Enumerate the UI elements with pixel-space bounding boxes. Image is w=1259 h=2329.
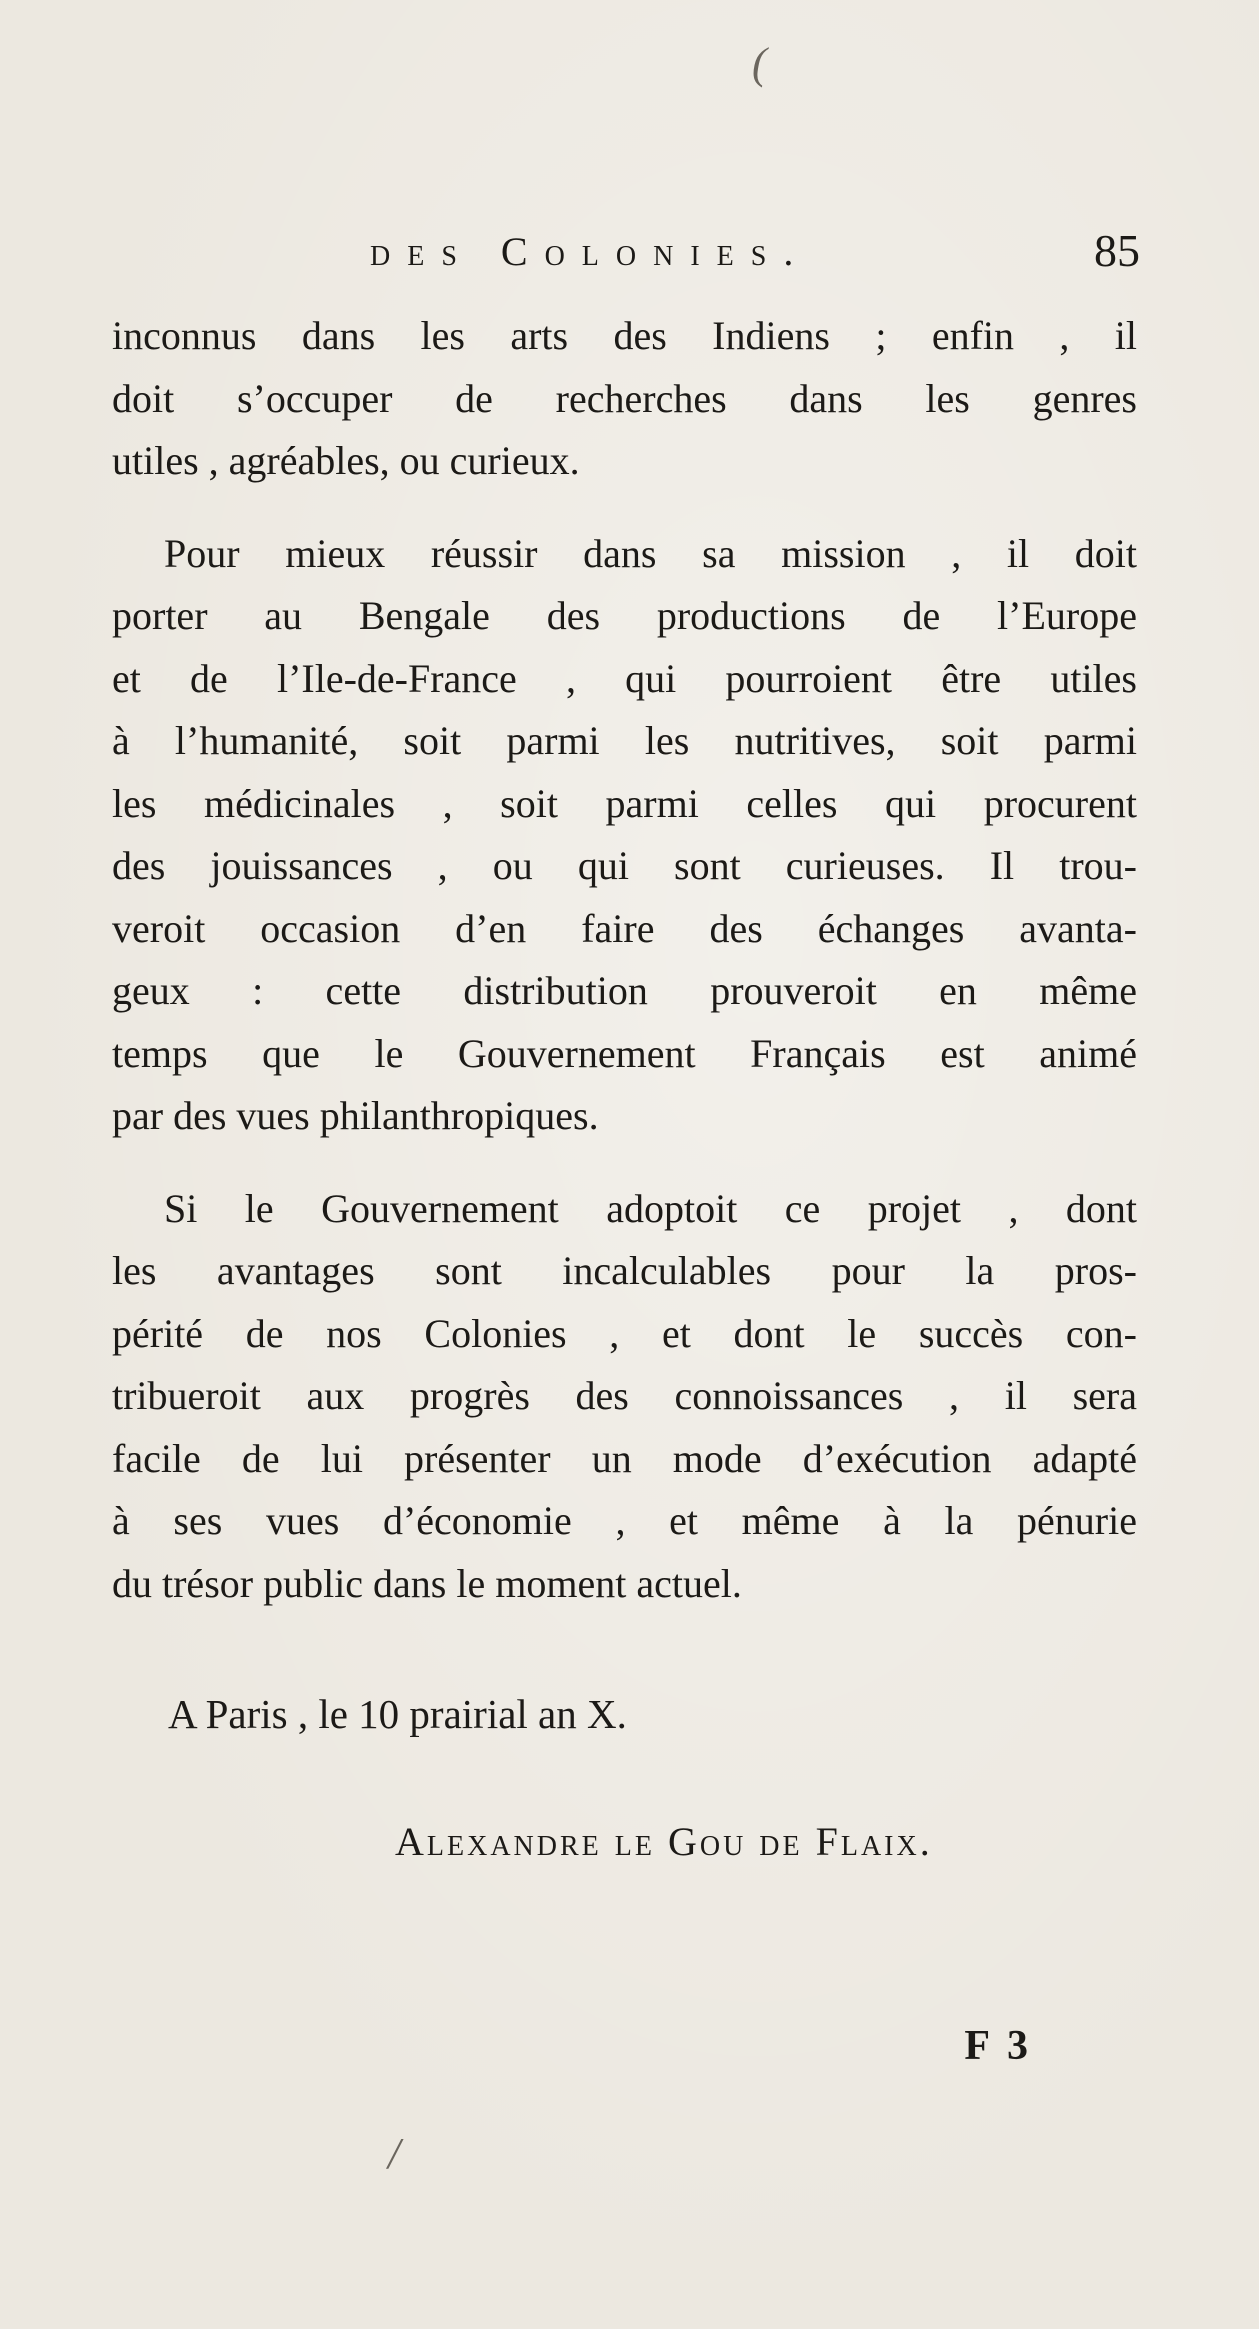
text-line: facile de lui présenter un mode d’exécution adapté [112, 1435, 1137, 1481]
date-line: A Paris , le 10 prairial an X. [168, 1691, 627, 1737]
text-line: les avantages sont incalculables pour la pros- [112, 1248, 1137, 1293]
stray-ink-mark-top: ( [752, 39, 767, 88]
text-line: à l’humanité, soit parmi les nutritives, soit parmi [112, 718, 1137, 763]
text-line: temps que le Gouvernement Français est animé [112, 1030, 1137, 1076]
author-signature: Alexandre le Gou de Flaix. [395, 1819, 933, 1864]
text-line: geux : cette distribution prouveroit en même [112, 968, 1137, 1013]
text-line: veroit occasion d’en faire des échanges avanta- [112, 905, 1137, 951]
text-line: périté de nos Colonies , et dont le succès con- [112, 1310, 1137, 1356]
text-line: les médicinales , soit parmi celles qui procurent [112, 780, 1137, 826]
paragraph-2 [112, 523, 1137, 1148]
stray-ink-mark-bottom: / [388, 2129, 401, 2178]
text-line: des jouissances , ou qui sont curieuses. Il trou- [112, 843, 1137, 888]
paragraph-1 [112, 305, 1137, 493]
page-header [110, 225, 1140, 298]
text-line: à ses vues d’économie , et même à la pénurie [112, 1498, 1137, 1543]
running-title: des Colonies. [370, 229, 811, 274]
text-line: Si le Gouvernement adoptoit ce projet , dont [164, 1185, 1137, 1231]
text-line: inconnus dans les arts des Indiens ; enfin , il [112, 313, 1137, 358]
text-line: tribueroit aux progrès des connoissances , il sera [112, 1373, 1137, 1418]
text-line: porter au Bengale des productions de l’Europe [112, 593, 1137, 638]
text-line: utiles , agréables, ou curieux. [112, 438, 580, 483]
text-line: et de l’Ile-de-France , qui pourroient être utiles [112, 655, 1137, 701]
paragraph-3 [112, 1178, 1137, 1616]
page-number: 85 [1094, 225, 1140, 276]
printer-signature-mark: F 3 [964, 2023, 1032, 2069]
text-line: par des vues philanthropiques. [112, 1093, 599, 1138]
text-line: Pour mieux réussir dans sa mission , il doit [164, 530, 1137, 576]
body-text [112, 305, 1137, 1615]
text-line: du trésor public dans le moment actuel. [112, 1560, 742, 1606]
text-line: doit s’occuper de recherches dans les genres [112, 375, 1137, 421]
